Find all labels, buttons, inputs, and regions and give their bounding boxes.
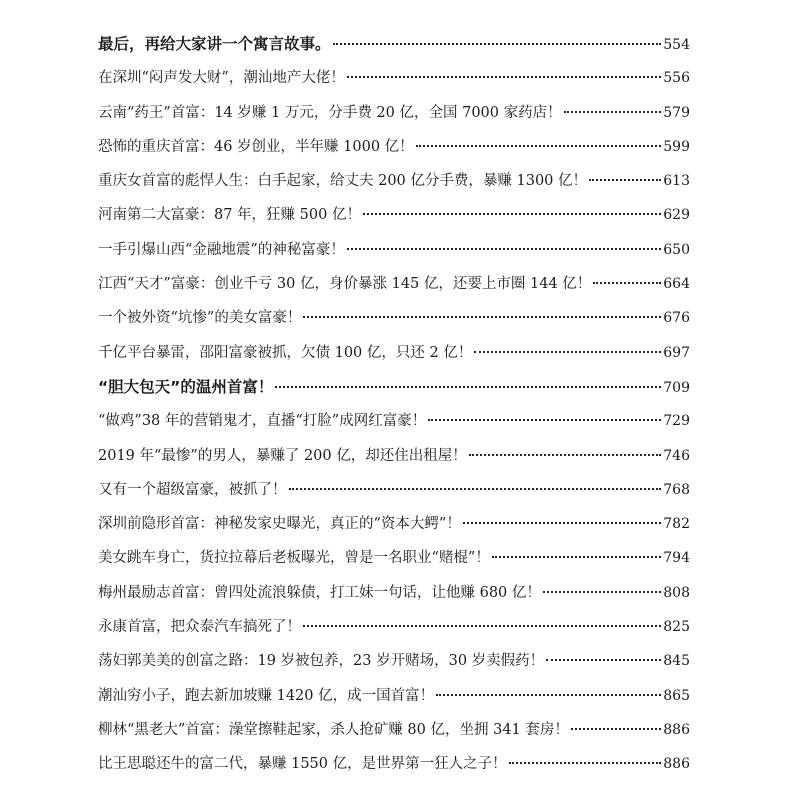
toc-entry xyxy=(98,301,690,335)
toc-entry-title: 河南第二大富豪：87 年，狂赚 500 亿！ xyxy=(98,207,361,224)
toc-entry-title: 千亿平台暴雷，邵阳富豪被抓，欠债 100 亿，只还 2 亿！ xyxy=(98,344,473,361)
toc-entry xyxy=(98,267,690,301)
toc-entry-page-number: 613 xyxy=(663,173,690,190)
toc-entry-title: 又有一个超级富豪，被抓了！ xyxy=(98,481,287,498)
dot-leader xyxy=(564,111,662,113)
toc-list xyxy=(98,27,690,782)
toc-entry-title: 最后，再给大家讲一个寓言故事。 xyxy=(98,35,331,53)
toc-entry xyxy=(98,130,690,164)
toc-entry xyxy=(98,507,690,541)
dot-leader xyxy=(275,386,661,388)
toc-entry xyxy=(98,610,690,644)
toc-entry-page-number: 709 xyxy=(663,379,690,396)
toc-entry-page-number: 845 xyxy=(663,653,690,670)
dot-leader xyxy=(333,43,662,45)
dot-leader xyxy=(571,728,661,730)
dot-leader xyxy=(463,522,661,524)
toc-entry-title: 潮汕穷小子，跑去新加坡赚 1420 亿，成一国首富！ xyxy=(98,687,435,704)
toc-entry-title: 永康首富，把众泰汽车搞死了！ xyxy=(98,619,301,636)
toc-entry-page-number: 729 xyxy=(663,413,690,430)
toc-entry-title: “胆大包天”的温州首富！ xyxy=(98,377,274,396)
toc-entry-title: 江西“天才”富豪：创业千亏 30 亿，身价暴涨 145 亿，还要上市圈 144 亿！ xyxy=(98,276,592,293)
dot-leader xyxy=(428,419,661,421)
dot-leader xyxy=(469,454,662,456)
toc-entry xyxy=(98,96,690,130)
toc-entry-title: 美女跳车身亡，货拉拉幕后老板曝光，曾是一名职业“赌棍”！ xyxy=(98,550,490,567)
dot-leader xyxy=(289,488,662,490)
dot-leader xyxy=(436,694,661,696)
toc-entry-page-number: 599 xyxy=(663,138,690,155)
toc-entry-page-number: 579 xyxy=(663,104,690,121)
toc-entry-page-number: 886 xyxy=(663,721,690,738)
toc-section-heading xyxy=(98,370,690,404)
dot-leader xyxy=(543,591,661,593)
toc-entry xyxy=(98,644,690,678)
dot-leader xyxy=(593,282,661,284)
toc-entry-title: 柳林“黑老大”首富：澡堂擦鞋起家，杀人抢矿赚 80 亿，坐拥 341 套房！ xyxy=(98,721,569,738)
toc-entry xyxy=(98,473,690,507)
toc-entry xyxy=(98,198,690,232)
dot-leader xyxy=(303,316,661,318)
toc-entry xyxy=(98,233,690,267)
toc-entry-page-number: 782 xyxy=(663,516,690,533)
dot-leader xyxy=(303,625,661,627)
toc-section-heading xyxy=(98,27,690,61)
toc-entry-title: 在深圳“闷声发大财”，潮汕地产大佬！ xyxy=(98,70,345,87)
toc-entry-title: 2019 年“最惨”的男人，暴赚了 200 亿，却还住出租屋！ xyxy=(98,447,467,464)
toc-entry-page-number: 794 xyxy=(663,550,690,567)
toc-entry-title: 恐怖的重庆首富：46 岁创业，半年赚 1000 亿！ xyxy=(98,138,414,155)
toc-entry-title: 一个被外资“坑惨”的美女富豪！ xyxy=(98,310,302,327)
toc-entry-page-number: 697 xyxy=(663,344,690,361)
dot-leader xyxy=(347,76,661,78)
toc-entry-title: 云南“药王”首富：14 岁赚 1 万元，分手费 20 亿，全国 7000 家药店！ xyxy=(98,104,562,121)
toc-entry-page-number: 886 xyxy=(663,756,690,773)
toc-entry-page-number: 554 xyxy=(663,37,690,53)
toc-entry xyxy=(98,576,690,610)
dot-leader xyxy=(589,179,661,181)
toc-entry-title: 深圳前隐形首富：神秘发家史曝光，真正的“资本大鳄”！ xyxy=(98,516,461,533)
toc-entry-title: 荡妇郭美美的创富之路：19 岁被包养，23 岁开赌场，30 岁卖假药！ xyxy=(98,653,545,670)
toc-entry-title: 比王思聪还牛的富二代，暴赚 1550 亿，是世界第一狂人之子！ xyxy=(98,756,507,773)
toc-entry xyxy=(98,747,690,781)
dot-leader xyxy=(347,248,661,250)
toc-entry-page-number: 676 xyxy=(663,310,690,327)
toc-entry-title: 一手引爆山西“金融地震”的神秘富豪！ xyxy=(98,241,345,258)
toc-entry xyxy=(98,541,690,575)
toc-entry xyxy=(98,336,690,370)
toc-entry xyxy=(98,61,690,95)
toc-entry-title: 梅州最励志首富：曾四处流浪躲债，打工妹一句话，让他赚 680 亿！ xyxy=(98,584,541,601)
toc-entry-page-number: 865 xyxy=(663,687,690,704)
toc-entry-page-number: 768 xyxy=(663,481,690,498)
toc-entry xyxy=(98,679,690,713)
dot-leader xyxy=(546,659,661,661)
dot-leader xyxy=(416,145,662,147)
toc-entry-page-number: 629 xyxy=(663,207,690,224)
dot-leader xyxy=(509,762,662,764)
toc-entry-title: “做鸡”38 年的营销鬼才，直播“打脸”成网红富豪！ xyxy=(98,413,427,430)
toc-entry xyxy=(98,713,690,747)
toc-entry xyxy=(98,404,690,438)
dot-leader xyxy=(363,213,661,215)
dot-leader xyxy=(492,556,661,558)
toc-entry-page-number: 746 xyxy=(663,447,690,464)
toc-entry-page-number: 825 xyxy=(663,619,690,636)
dot-leader xyxy=(474,351,661,353)
toc-entry-page-number: 650 xyxy=(663,241,690,258)
toc-entry xyxy=(98,439,690,473)
toc-entry-page-number: 808 xyxy=(663,584,690,601)
toc-entry-page-number: 556 xyxy=(663,70,690,87)
toc-entry xyxy=(98,164,690,198)
toc-entry-title: 重庆女首富的彪悍人生：白手起家，给丈夫 200 亿分手费，暴赚 1300 亿！ xyxy=(98,173,588,190)
toc-entry-page-number: 664 xyxy=(663,276,690,293)
